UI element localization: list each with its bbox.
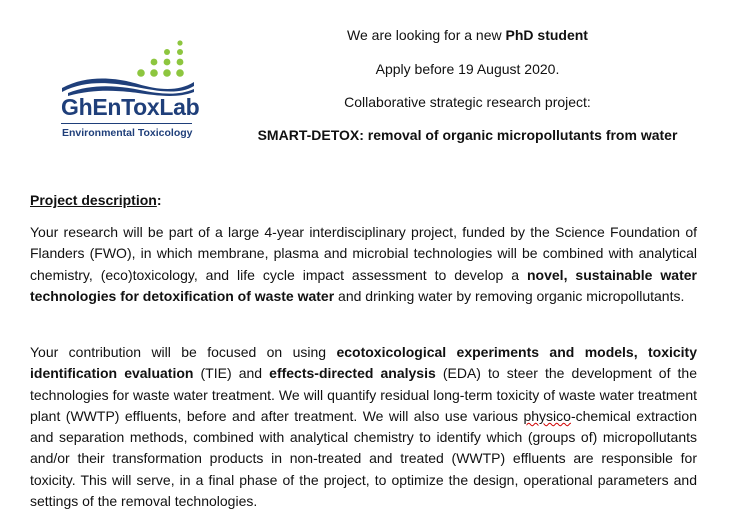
p2-text-e: (EDA) to steer the development of the technologies for waste water treatment. We will quantify residual long-term toxicity of waste water treatment plant (WWTP) effluents, before and after treatment. We will also use various bbox=[30, 365, 698, 424]
section-heading-text: Project description bbox=[30, 192, 157, 208]
project-type-line: Collaborative strategic research project: bbox=[344, 94, 591, 110]
paragraph-project-overview bbox=[30, 222, 697, 307]
paragraph-contribution bbox=[30, 342, 697, 512]
spellcheck-flagged-word: physico bbox=[523, 407, 571, 424]
p1-text-c: and drinking water by removing organic micropollutants. bbox=[334, 287, 685, 304]
p2-text-g: -chemical extraction and separation methods, combined with analytical chemistry to identify which (groups of) micropollutants and/or their transformation products in non-treated and treated (WWTP) effluents are responsible for toxicity. This will serve, in a final phase of the project, to optimize the design, operational parameters and settings of the removal technologies. bbox=[30, 407, 697, 510]
p1-emphasis: novel, sustainable water technologies for detoxification of waste water bbox=[30, 266, 697, 304]
logo-mark-icon bbox=[58, 38, 198, 98]
position-title: PhD student bbox=[505, 27, 588, 43]
p2-emphasis-methods: ecotoxicological experiments and models, toxicity identification evaluation bbox=[30, 344, 698, 382]
logo-divider bbox=[61, 123, 192, 124]
p1-text-a: Your research will be part of a large 4-year interdisciplinary project, funded by the Science Foundation of Flanders (FWO), in which membrane, plasma and microbial technologies will be combined with analytical chemistry, (eco)toxicology, and life cycle impact assessment to develop a bbox=[30, 224, 697, 283]
announcement-line bbox=[240, 26, 695, 44]
p2-emphasis-eda: effects-directed analysis bbox=[269, 365, 436, 382]
logo-subtitle: Environmental Toxicology bbox=[62, 127, 193, 139]
project-title: SMART-DETOX: removal of organic micropollutants from water bbox=[257, 127, 678, 143]
p2-text-c: (TIE) and bbox=[193, 365, 270, 382]
p2-text-a: Your contribution will be focused on using bbox=[30, 344, 337, 360]
announcement-text: We are looking for a new bbox=[347, 27, 506, 43]
section-heading-colon: : bbox=[156, 192, 162, 208]
deadline-line: Apply before 19 August 2020. bbox=[375, 61, 560, 77]
logo-wordmark: GhEnToxLab bbox=[61, 94, 200, 120]
section-heading bbox=[30, 191, 161, 209]
ghentoxlab-logo bbox=[58, 38, 198, 144]
